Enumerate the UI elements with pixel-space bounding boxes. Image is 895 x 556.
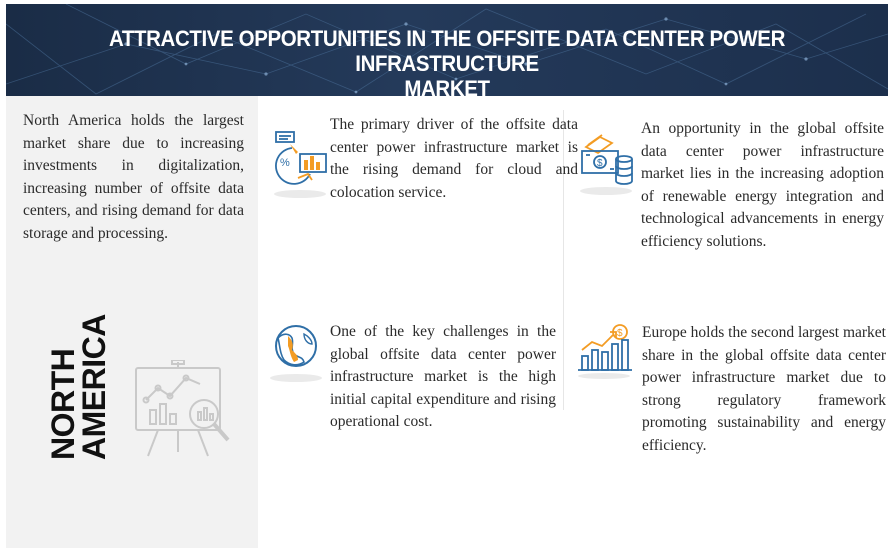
analytics-icon	[270, 130, 332, 200]
page-title: ATTRACTIVE OPPORTUNITIES IN THE OFFSITE DATA CENTER POWER INFRASTRUCTURE MARKET	[109, 26, 785, 96]
opportunity-text: An opportunity in the global offsite data center power infrastructure market lies in the increasing adoption of renewable energy integration and technological advancements in energy efficiency solutions.	[641, 120, 884, 250]
globe-icon	[268, 322, 326, 384]
svg-text:%: %	[280, 157, 290, 169]
driver-text: The primary driver of the offsite data center power infrastructure market is the rising demand for cloud and colocation service.	[330, 116, 578, 201]
svg-text:$: $	[597, 158, 603, 169]
europe-text: Europe holds the second largest market share in the global offsite data center power infrastructure market due to strong regulatory framework promoting sustainability and energy efficiency.	[642, 324, 886, 454]
growth-chart-icon	[576, 322, 634, 380]
presentation-magnifier-icon	[128, 360, 238, 460]
region-label: NORTH AMERICA	[45, 314, 112, 460]
challenge-text: One of the key challenges in the global offsite data center power infrastructure market is the high initial capital expenditure and rising operational cost.	[330, 323, 556, 430]
svg-text:$: $	[617, 328, 623, 339]
left-summary-text: North America holds the largest market share due to increasing investments in digitalization, increasing number of offsite data centers, and rising demand for data storage and processing.	[23, 112, 244, 242]
money-icon	[578, 133, 636, 195]
header-banner	[6, 4, 888, 96]
